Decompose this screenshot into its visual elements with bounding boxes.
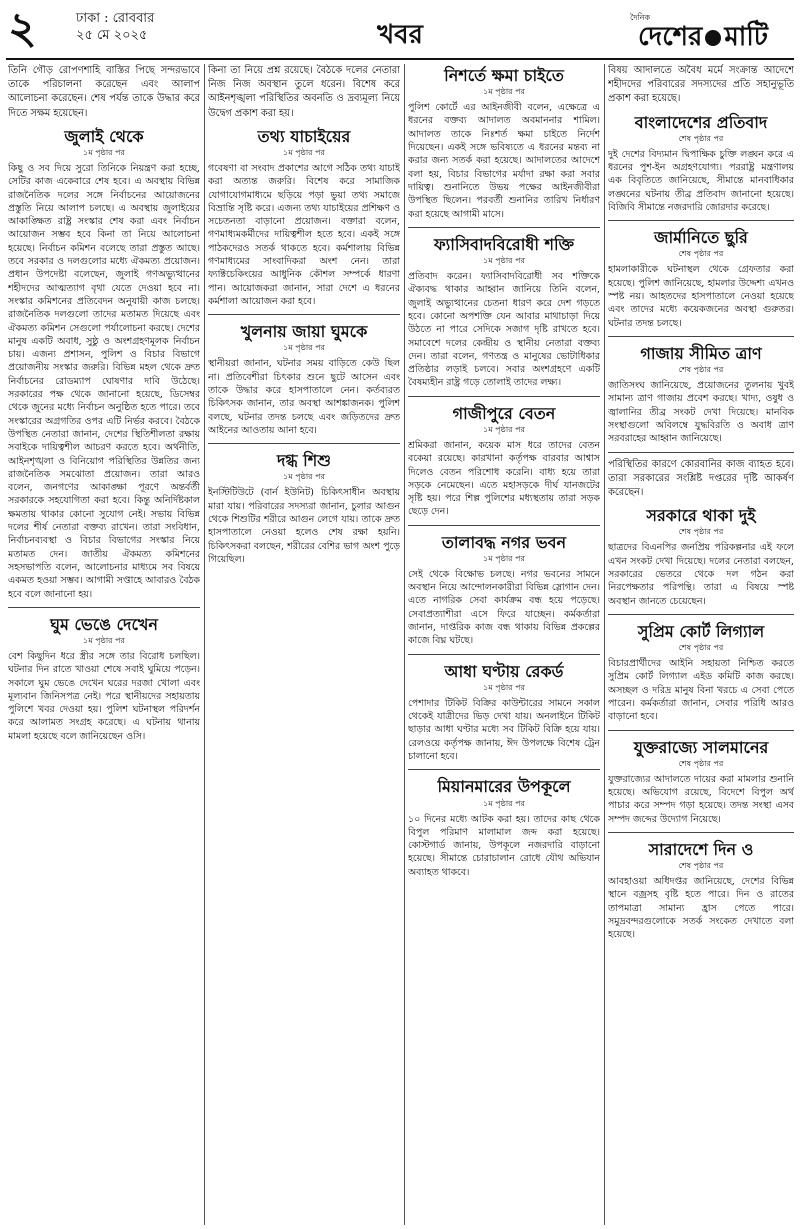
article-headline: দগ্ধ শিশু bbox=[277, 451, 331, 471]
article-body: গবেষণা বা সংবাদ প্রকাশের আগে সঠিক তথ্য যাচাই করা অত্যন্ত জরুরি। বিশেষ করে সামাজিক যোগাযোগমাধ্যমে ছড়িয়ে পড়া ভুয়া তথ্য সমাজে বিভ্রান্তি সৃষ্টি করে। এজন্য তথ্য যাচাইয়ের প্রশিক্ষণ ও সচেতনতা বাড়ানো প্রয়োজন। বক্তারা বলেন, গণমাধ্যমকর্মীদের দায়িত্বশীল হতে হবে। একই সঙ্গে পাঠকদেরও সতর্ক থাকতে হবে। কর্মশালায় বিভিন্ন গণমাধ্যমের সাংবাদিকরা অংশ নেন। তারা ফ্যাক্টচেকিংয়ের আধুনিক কৌশল সম্পর্কে ধারণা পান। আয়োজকরা জানান, সারা দেশে এ ধরনের কর্মশালা আয়োজন করা হবে। bbox=[208, 163, 400, 307]
article-continuation: ১ম পৃষ্ঠার পর bbox=[83, 148, 125, 157]
date-line-date: ২৫ মে ২০২৫ bbox=[76, 28, 148, 43]
article-fact-check bbox=[208, 125, 400, 308]
article-divider bbox=[608, 832, 794, 833]
article-headline: সুপ্রিম কোর্ট লিগ্যাল bbox=[637, 621, 765, 641]
masthead-left: দেশের bbox=[638, 22, 703, 52]
article-divider bbox=[608, 452, 794, 453]
article-weather bbox=[608, 838, 794, 942]
article-headline: গাজীপুরে বেতন bbox=[452, 403, 556, 423]
article-burnt-child bbox=[208, 449, 400, 566]
article-body: বিচারপ্রার্থীদের আইনি সহায়তা নিশ্চিত করতে সুপ্রিম কোর্ট লিগ্যাল এইড কমিটি কাজ করছে। অসচ্ছল ও দরিদ্র মানুষ বিনা খরচে এ সেবা পেতে পারেন। কর্মকর্তারা জানান, সেবার পরিধি আরও বাড়ানো হবে। bbox=[608, 658, 794, 723]
article-divider bbox=[608, 220, 794, 221]
article-body: বেশ কিছুদিন ধরে স্ত্রীর সঙ্গে তার বিরোধ চলছিল। ঘটনার দিন রাতে খাওয়া শেষে সবাই ঘুমিয়ে পড়েন। সকালে ঘুম ভেঙে দেখেন ঘরের দরজা খোলা এবং মূল্যবান জিনিসপত্র নেই। পরে স্থানীয়দের সহায়তায় পুলিশে খবর দেওয়া হয়। পুলিশ ঘটনাস্থল পরিদর্শন করে আলামত সংগ্রহ করেছে। এ ঘটনায় থানায় মামলা হয়েছে বলে জানিয়েছেন ওসি। bbox=[8, 650, 200, 742]
article-continuation: ১ম পৃষ্ঠার পর bbox=[83, 635, 125, 645]
article-continuation: ১ম পৃষ্ঠার পর bbox=[483, 87, 525, 97]
page-header bbox=[0, 0, 800, 62]
article-headline: জুলাই থেকে bbox=[64, 126, 144, 146]
article-sleep bbox=[8, 613, 200, 743]
article-headline: নিশর্তে ক্ষমা চাইতে bbox=[444, 66, 564, 85]
article-body: ছাত্রদের বিএনপির জনপ্রিয় পরিকল্পনার এই ফলে এখন সংকট দেখা দিয়েছে। দলের নেতারা বলছেন, সরকারের ভেতরে থেকে দল গঠন করা নিরপেক্ষতার পরিপন্থি। তারা এ বিষয়ে স্পষ্ট অবস্থান জানতে চেয়েছেন। bbox=[608, 542, 794, 607]
article-headline: তালাবদ্ধ নগর ভবন bbox=[441, 532, 567, 552]
article-anti-fascist bbox=[408, 233, 600, 390]
article-body: দুই দেশের বিদ্যমান দ্বিপাক্ষিক চুক্তি লঙ্ঘন করে এ ধরনের পুশ-ইন অগ্রহণযোগ্য। পররাষ্ট্র মন্ত্রণালয় এক বিবৃতিতে জানিয়েছে, সীমান্তে মানবাধিকার লঙ্ঘনের ঘটনায় তীব্র প্রতিবাদ জানানো হয়েছে। বিজিবি সীমান্তে নজরদারি জোরদার করেছে। bbox=[608, 148, 794, 213]
column-1 bbox=[8, 64, 200, 1225]
article-divider bbox=[208, 443, 400, 444]
article-body: শ্রমিকরা জানান, কয়েক মাস ধরে তাদের বেতন বকেয়া রয়েছে। কারখানা কর্তৃপক্ষ বারবার আশ্বাস দিলেও বেতন পরিশোধ করেনি। বাধ্য হয়ে তারা সড়কে নেমেছেন। এতে মহাসড়কে দীর্ঘ যানজটের সৃষ্টি হয়। পরে শিল্প পুলিশের মধ্যস্থতায় তারা সড়ক ছেড়ে দেন। bbox=[408, 439, 600, 518]
article-body: হামলাকারীকে ঘটনাস্থল থেকে গ্রেফতার করা হয়েছে। পুলিশ জানিয়েছে, হামলার উদ্দেশ্য এখনও স্পষ্ট নয়। আহতদের হাসপাতালে নেওয়া হয়েছে এবং তাদের মধ্যে কয়েকজনের অবস্থা গুরুতর। ঘটনার তদন্ত চলছে। bbox=[608, 264, 794, 329]
article-continuation: শেষ পৃষ্ঠার পর bbox=[678, 861, 724, 871]
article-divider bbox=[408, 654, 600, 655]
article-headline: ফ্যাসিবাদবিরোধী শক্তি bbox=[433, 234, 575, 254]
article-body: সেই থেকে বিক্ষোভ চলছে। নগর ভবনের সামনে অবস্থান নিয়ে আন্দোলনকারীরা বিভিন্ন স্লোগান দেন। এতে নাগরিক সেবা কার্যক্রম বন্ধ হয়ে পড়েছে। সেবাপ্রত্যাশীরা এসে ফিরে যাচ্ছেন। কর্মকর্তারা জানান, দাপ্তরিক কাজ বন্ধ থাকায় বিভিন্ন প্রকল্পের কাজে বিঘ্ন ঘটছে। bbox=[408, 568, 600, 647]
article-divider bbox=[608, 614, 794, 615]
article-divider bbox=[408, 396, 600, 397]
article-divider bbox=[408, 227, 600, 228]
article-body: ইনস্টিটিউটে (বার্ন ইউনিট) চিকিৎসাধীন অবস্থায় মারা যায়। পরিবারের সদস্যরা জানান, চুলার আগুন থেকে শিশুটির শরীরে আগুন লেগে যায়। তাকে দ্রুত হাসপাতালে নেওয়া হলেও শেষ রক্ষা হয়নি। চিকিৎসকরা বলছেন, শরীরের বেশির ভাগ অংশ পুড়ে গিয়েছিল। bbox=[208, 487, 400, 565]
column-4 bbox=[608, 64, 794, 1225]
column-divider bbox=[604, 64, 605, 1225]
article-continuation: শেষ পৃষ্ঠার পর bbox=[678, 133, 724, 143]
article-july bbox=[8, 125, 200, 601]
column-2 bbox=[208, 64, 400, 1225]
article-germany bbox=[608, 226, 794, 330]
article-body: ১০ দিনের মধ্যে আটক করা হয়। তাদের কাছ থেকে বিপুল পরিমাণ মালামাল জব্দ করা হয়েছে। কোস্টগার্ড জানায়, উপকূলে নজরদারি বাড়ানো হয়েছে। সীমান্তে চোরাচালান রোধে যৌথ অভিযান অব্যাহত থাকবে। bbox=[408, 813, 600, 878]
article-body: যুক্তরাজ্যের আদালতে দায়ের করা মামলার শুনানি হয়েছে। অভিযোগ রয়েছে, বিদেশে বিপুল অর্থ পাচার করে সম্পদ গড়া হয়েছে। তদন্ত সংস্থা এসব সম্পদ জব্দের উদ্যোগ নিয়েছে। bbox=[608, 773, 794, 825]
article-headline: খুলনায় জায়া ঘুমকে bbox=[240, 322, 368, 342]
article-headline: যুক্তরাজ্যে সালমানের bbox=[633, 737, 769, 757]
article-body: কিছু ও সব দিয়ে সুরো তিনিকে নিয়ন্ত্রণ করা হচ্ছে, সেটির কাজ একেবারে শেষ হবে। এ অবস্থায় বিভিন্ন রাজনৈতিক দলের সঙ্গে নির্বাচনের আয়োজনের প্রস্তুতি নিয়ে আলাপ চলছে। এ অবস্থায় জুলাইয়ের আকাঙ্ক্ষিত রাষ্ট্র সংস্কার শেষ করা এবং নির্বাচন আয়োজন সম্ভব হবে কিনা তা নিয়ে আলোচনা হয়েছে। নির্বাচন কমিশন বলেছে তারা প্রস্তুত আছে। তবে সরকার ও দলগুলোর মধ্যে ঐকমত্য প্রয়োজন। প্রধান উপদেষ্টা বলেছেন, জুলাই গণঅভ্যুত্থানের শহীদদের আত্মত্যাগ বৃথা যেতে দেওয়া হবে না। সংস্কার কমিশনের প্রতিবেদন অনুযায়ী কাজ চলছে। রাজনৈতিক দলগুলো তাদের মতামত দিয়েছে এবং ঐকমত্য কমিশন সেগুলো পর্যালোচনা করছে। দেশের মানুষ একটি অবাধ, সুষ্ঠু ও অংশগ্রহণমূলক নির্বাচন চায়। এজন্য প্রশাসন, পুলিশ ও বিচার বিভাগে প্রয়োজনীয় সংস্কার জরুরি। বিভিন্ন মহল থেকে দ্রুত নির্বাচনের রোডম্যাপ ঘোষণার দাবি উঠেছে। সরকারের পক্ষ থেকে জানানো হয়েছে, ডিসেম্বর থেকে জুনের মধ্যে নির্বাচন অনুষ্ঠিত হতে পারে। তবে সংস্কারের অগ্রগতির ওপর এটি নির্ভর করবে। বৈঠকে উপস্থিত নেতারা জানান, দেশের স্থিতিশীলতা রক্ষায় সবাইকে দায়িত্বশীল আচরণ করতে হবে। অর্থনীতি, আইনশৃঙ্খলা ও বিনিয়োগ পরিস্থিতির উন্নতির জন্য রাজনৈতিক সমঝোতা প্রয়োজন। তারা আরও বলেন, জনগণের আকাঙ্ক্ষা পূরণে অন্তর্বর্তী সরকারকে সহযোগিতা করা হবে। কিন্তু অনির্দিষ্টকাল ক্ষমতায় থাকার কোনো সুযোগ নেই। সভায় বিভিন্ন দলের শীর্ষ নেতারা বক্তব্য রাখেন। তারা সংবিধান, নির্বাচনব্যবস্থা ও বিচার বিভাগের সংস্কার নিয়ে মতামত দেন। জাতীয় ঐকমত্য কমিশনের সহসভাপতি বলেন, আলোচনার মাধ্যমে সব বিষয়ে একমত হওয়া সম্ভব। আগামী সপ্তাহে আবারও বৈঠক হবে বলে জানানো হয়। bbox=[8, 163, 200, 600]
article-myanmar bbox=[408, 775, 600, 879]
article-divider bbox=[608, 730, 794, 731]
article-uk-salman bbox=[608, 736, 794, 826]
article-two-in-government bbox=[608, 504, 794, 608]
masthead-title bbox=[638, 16, 768, 60]
masthead-logo bbox=[630, 12, 790, 52]
column-3 bbox=[408, 64, 600, 1225]
article-body: পুলিশ কোর্টে এর আইনজীবী বলেন, এক্ষেত্রে এ ধরনের বক্তব্য আদালত অবমাননার শামিল। আদালত তাকে নিঃশর্ত ক্ষমা চাইতে নির্দেশ দিয়েছেন। একই সঙ্গে ভবিষ্যতে এ ধরনের মন্তব্য না করার জন্য সতর্ক করা হয়েছে। আদালতের আদেশে বলা হয়, বিচার বিভাগের মর্যাদা রক্ষা করা সবার দায়িত্ব। শুনানিতে উভয় পক্ষের আইনজীবীরা উপস্থিত ছিলেন। পরবর্তী শুনানির তারিখ নির্ধারণ করা হয়েছে আগামী মাসে। bbox=[408, 102, 600, 220]
article-gaza bbox=[608, 342, 794, 446]
column-divider bbox=[204, 64, 205, 1225]
article-body: প্রতিবাদ করেন। ফ্যাসিবাদবিরোধী সব শক্তিকে ঐক্যবদ্ধ থাকার আহ্বান জানিয়ে তিনি বলেন, জুলাই অভ্যুত্থানের চেতনা ধারণ করে দেশ গড়তে হবে। কোনো অপশক্তি যেন আবার মাথাচাড়া দিয়ে উঠতে না পারে সেদিকে সজাগ দৃষ্টি রাখতে হবে। সমাবেশে দলের কেন্দ্রীয় ও স্থানীয় নেতারা বক্তব্য দেন। তারা বলেন, গণতন্ত্র ও মানুষের ভোটাধিকার প্রতিষ্ঠার লড়াই চলবে। সবার অংশগ্রহণে একটি বৈষম্যহীন রাষ্ট্র গড়ে তোলাই তাদের লক্ষ্য। bbox=[408, 271, 600, 389]
article-continuation: ১ম পৃষ্ঠার পর bbox=[483, 798, 525, 808]
article-headline: তথ্য যাচাইয়ের bbox=[257, 126, 351, 146]
date-line-day: ঢাকা : রোববার bbox=[76, 11, 155, 26]
article-divider bbox=[408, 769, 600, 770]
article-body: পেশাদার টিকিট বিক্রির কাউন্টারের সামনে সকাল থেকেই যাত্রীদের ভিড় দেখা যায়। অনলাইনে টিকিট ছাড়ার আধা ঘণ্টার মধ্যে সব টিকিট বিক্রি হয়ে যায়। রেলওয়ে কর্তৃপক্ষ জানায়, ঈদ উপলক্ষে বিশেষ ট্রেন চালানো হবে। bbox=[408, 697, 600, 763]
article-supreme-court-legal bbox=[608, 620, 794, 724]
column-divider bbox=[404, 64, 405, 1225]
article-continuation: ১ম পৃষ্ঠার পর bbox=[283, 343, 325, 353]
article-headline: বাংলাদেশের প্রতিবাদ bbox=[634, 112, 768, 132]
article-continuation: শেষ পৃষ্ঠার পর bbox=[678, 365, 724, 375]
masthead-right: মাটি bbox=[724, 22, 768, 52]
article-continuation: ১ম পৃষ্ঠার পর bbox=[483, 256, 525, 266]
article-divider bbox=[8, 607, 200, 608]
article-continuation: শেষ পৃষ্ঠার পর bbox=[678, 758, 724, 768]
article-body: স্থানীয়রা জানান, ঘটনার সময় বাড়িতে কেউ ছিল না। প্রতিবেশীরা চিৎকার শুনে ছুটে আসেন এবং তাকে উদ্ধার করে হাসপাতালে নেন। কর্তব্যরত চিকিৎসক জানান, তার অবস্থা আশঙ্কাজনক। পুলিশ বলছে, ঘটনার তদন্ত চলছে এবং জড়িতদের দ্রুত আইনের আওতায় আনা হবে। bbox=[208, 358, 400, 436]
section-title: খবর bbox=[377, 20, 423, 50]
article-locked-building bbox=[408, 531, 600, 648]
spill-text: তিনি গৌড় রোপণশাহি বাস্তির পিছে সন্দরভাবে তাকে পরিচালনা করেছেন এবং আলাপ আলোচনা করেছেন। শেষ পর্যন্ত তাকে উদ্ধার করে দিতে সক্ষম হয়েছেন। bbox=[8, 65, 200, 119]
article-bangladesh-protest bbox=[608, 111, 794, 215]
article-headline: সরকারে থাকা দুই bbox=[646, 506, 756, 526]
spill-text: বিষয় আদালতে অবৈধ মর্মে সংক্রান্ত আদেশে শহীদদের পরিবারের সদস্যদের প্রতি সহানুভূতি প্রকাশ করা হয়েছে। bbox=[608, 65, 794, 105]
article-continuation: ১ম পৃষ্ঠার পর bbox=[283, 148, 325, 157]
article-continuation: ১ম পৃষ্ঠার পর bbox=[483, 682, 525, 692]
article-body: জাতিসংঘ জানিয়েছে, প্রয়োজনের তুলনায় খুবই সামান্য ত্রাণ গাজায় প্রবেশ করছে। খাদ্য, ওষুধ ও জ্বালানির তীব্র সংকট দেখা দিয়েছে। মানবিক সংস্থাগুলো অবিলম্বে যুদ্ধবিরতি ও অবাধ ত্রাণ সরবরাহের আহ্বান জানিয়েছে। bbox=[608, 380, 794, 445]
article-headline: ঘুম ভেঙে দেখেন bbox=[50, 614, 158, 634]
article-headline: আধা ঘণ্টায় রেকর্ড bbox=[444, 661, 564, 681]
article-continuation: ১ম পৃষ্ঠার পর bbox=[483, 553, 525, 563]
article-continuation: শেষ পৃষ্ঠার পর bbox=[678, 249, 724, 259]
article-headline: মিয়ানমারের উপকূলে bbox=[437, 777, 571, 797]
article-divider bbox=[208, 314, 400, 315]
article-khulna bbox=[208, 320, 400, 437]
article-divider bbox=[408, 525, 600, 526]
article-continuation: ১ম পৃষ্ঠার পর bbox=[283, 472, 325, 482]
article-body: আবহাওয়া অধিদপ্তর জানিয়েছে, দেশের বিভিন্ন স্থানে বজ্রসহ বৃষ্টি হতে পারে। দিন ও রাতের তাপমাত্রা সামান্য হ্রাস পেতে পারে। সমুদ্রবন্দরগুলোকে সতর্ক সংকেত দেখাতে বলা হয়েছে। bbox=[608, 876, 794, 941]
article-record bbox=[408, 660, 600, 764]
article-apology bbox=[408, 64, 600, 221]
article-gazipur bbox=[408, 402, 600, 519]
spill-text: কিনা তা নিয়ে প্রশ্ন রয়েছে। বৈঠকে দলের নেতারা নিজ নিজ অবস্থান তুলে ধরেন। বিশেষ করে আইনশৃঙ্খলা পরিস্থিতির অবনতি ও দ্রব্যমূল্য নিয়ে উদ্বেগ প্রকাশ করা হয়। bbox=[208, 65, 400, 119]
article-divider bbox=[608, 336, 794, 337]
article-continuation: ১ম পৃষ্ঠার পর bbox=[483, 424, 525, 434]
article-continuation: শেষ পৃষ্ঠার পর bbox=[678, 643, 724, 653]
header-divider bbox=[6, 58, 794, 60]
page-number: ২ bbox=[8, 3, 37, 54]
masthead-pre: দৈনিক bbox=[630, 13, 651, 22]
article-continuation: শেষ পৃষ্ঠার পর bbox=[678, 527, 724, 537]
spill-text: পরিস্থিতির কারণে কোরবানির কাজ ব্যাহত হবে। তারা সরকারের সংশ্লিষ্ট দপ্তরের দৃষ্টি আকর্ষণ করেছেন। bbox=[608, 458, 794, 499]
article-headline: গাজায় সীমিত ত্রাণ bbox=[640, 343, 762, 363]
article-headline: সারাদেশে দিন ও bbox=[648, 839, 754, 859]
masthead-dot-icon bbox=[705, 30, 721, 46]
article-headline: জার্মানিতে ছুরি bbox=[654, 228, 748, 248]
